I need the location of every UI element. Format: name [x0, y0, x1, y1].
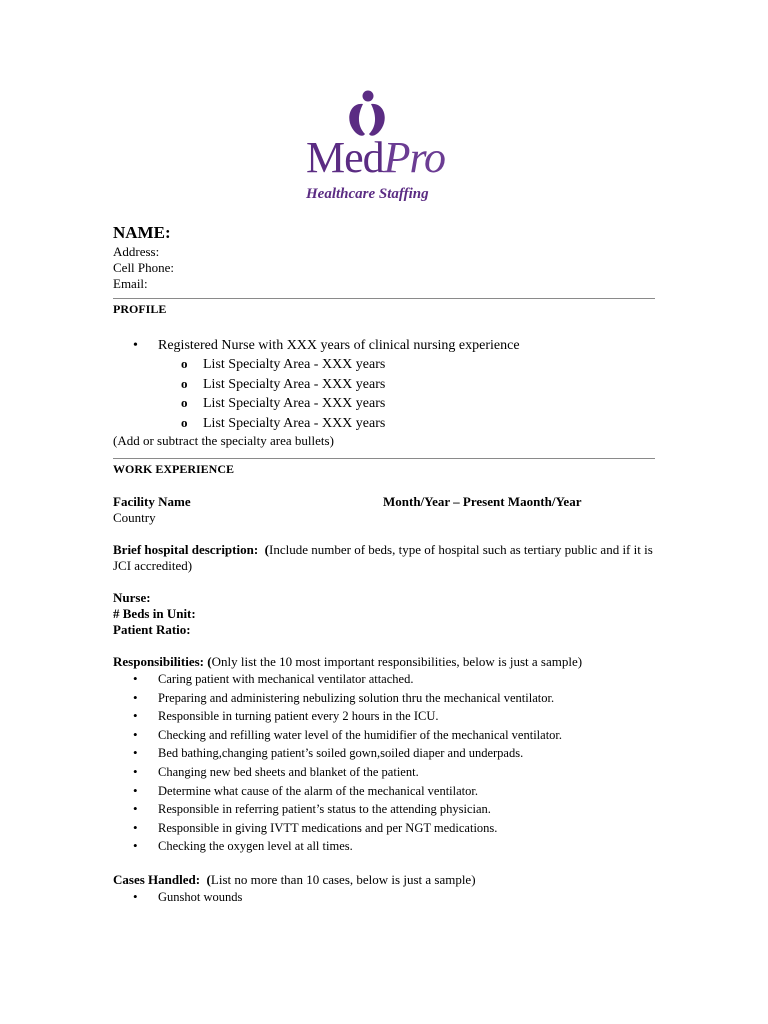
hospital-description: [113, 542, 658, 574]
description-text: Include number of beds, type of hospital such as tertiary public and if it is JCI accredited): [113, 542, 653, 573]
responsibility-item: • Checking the oxygen level at all times.: [113, 837, 658, 856]
responsibilities-intro: [113, 654, 658, 670]
profile-list: [113, 337, 658, 355]
responsibilities-text: Only list the 10 most important responsibilities, below is just a sample): [211, 654, 583, 669]
logo-wordmark: [306, 133, 446, 182]
specialty-list: [113, 355, 658, 433]
patient-ratio-label: Patient Ratio:: [113, 622, 191, 637]
cell-phone-label: Cell Phone:: [113, 260, 175, 275]
responsibility-item: • Bed bathing,changing patient’s soiled gown,soiled diaper and underpads.: [113, 744, 658, 763]
profile-heading: PROFILE: [113, 302, 167, 316]
resume-content: [113, 222, 658, 907]
logo-word-med: Med: [306, 133, 384, 182]
email-label: Email:: [113, 276, 148, 291]
responsibility-item: • Caring patient with mechanical ventilator attached.: [113, 670, 658, 689]
divider-work: [113, 458, 655, 459]
logo-word-pro: Pro: [383, 133, 446, 182]
nurse-label: Nurse:: [113, 590, 151, 605]
responsibility-item: • Checking and refilling water level of the humidifier of the mechanical ventilator.: [113, 726, 658, 745]
responsibility-item: • Responsible in referring patient’s status to the attending physician.: [113, 800, 658, 819]
dates-label: Month/Year – Present Maonth/Year: [383, 494, 582, 509]
facility-name-label: Facility Name: [113, 494, 191, 509]
cases-text: List no more than 10 cases, below is just a sample): [210, 871, 476, 887]
responsibility-item: • Changing new bed sheets and blanket of the patient.: [113, 763, 658, 782]
country-label: Country: [113, 510, 156, 525]
responsibilities-open-paren: (: [207, 654, 212, 669]
profile-main-bullet: • Registered Nurse with XXX years of clinical nursing experience: [113, 337, 658, 355]
description-label: Brief hospital description:: [113, 542, 259, 557]
specialty-item: o List Specialty Area - XXX years: [113, 394, 658, 414]
responsibility-item: • Determine what cause of the alarm of the mechanical ventilator.: [113, 782, 658, 801]
specialty-item: o List Specialty Area - XXX years: [113, 414, 658, 434]
responsibility-item: • Preparing and administering nebulizing solution thru the mechanical ventilator.: [113, 689, 658, 708]
specialty-item: o List Specialty Area - XXX years: [113, 375, 658, 395]
work-experience-heading: WORK EXPERIENCE: [113, 462, 235, 476]
cases-intro: [113, 872, 658, 888]
name-label: NAME:: [113, 223, 171, 242]
logo-tagline: Healthcare Staffing: [306, 186, 429, 202]
description-open-paren: (: [264, 542, 270, 557]
cases-list: [113, 888, 658, 907]
beds-in-unit-label: # Beds in Unit:: [113, 606, 196, 621]
divider-profile: [113, 298, 655, 299]
cases-label: Cases Handled:: [113, 871, 201, 887]
facility-row: [113, 494, 658, 510]
responsibilities-label: Responsibilities:: [113, 654, 205, 669]
responsibilities-list: [113, 670, 658, 856]
specialty-item: o List Specialty Area - XXX years: [113, 355, 658, 375]
profile-note: (Add or subtract the specialty area bullets): [113, 433, 334, 448]
cases-open-paren: (: [206, 871, 211, 887]
medpro-logo: [300, 90, 446, 210]
responsibility-item: • Responsible in giving IVTT medications and per NGT medications.: [113, 819, 658, 838]
responsibility-item: • Responsible in turning patient every 2 hours in the ICU.: [113, 707, 658, 726]
case-item: • Gunshot wounds: [113, 888, 658, 907]
address-label: Address:: [113, 244, 160, 259]
